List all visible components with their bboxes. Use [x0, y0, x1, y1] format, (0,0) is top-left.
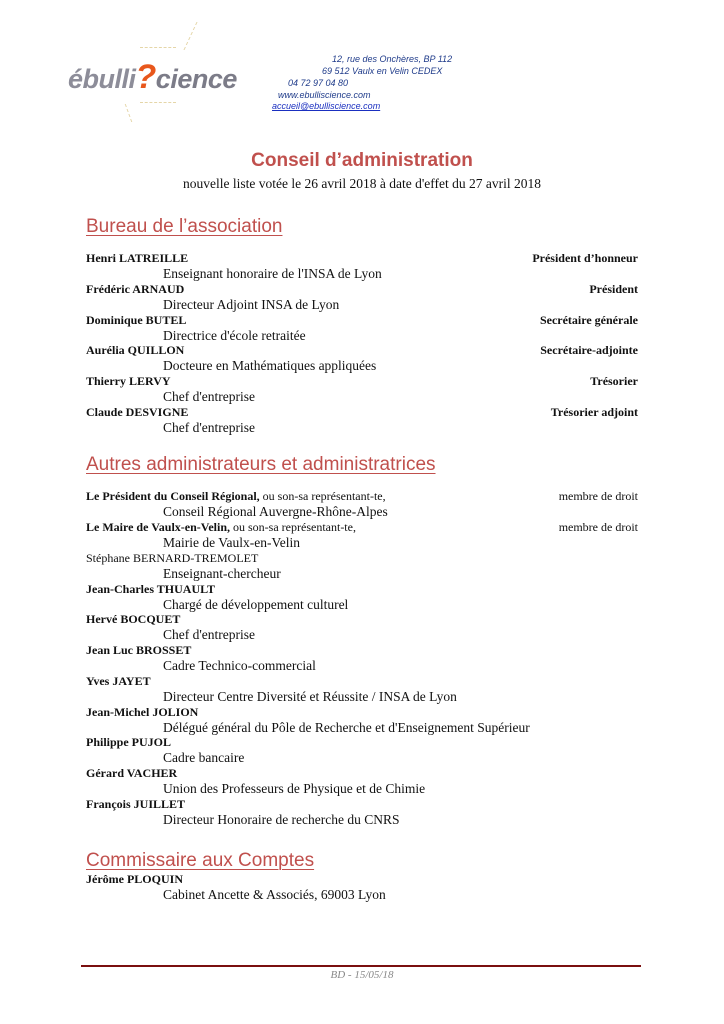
member-name: Philippe PUJOL — [86, 735, 172, 749]
member-entry — [86, 551, 638, 582]
member-description: Docteure en Mathématiques appliquées — [163, 358, 377, 373]
member-name: Thierry LERVY — [86, 374, 171, 388]
member-entry — [86, 520, 638, 551]
member-entry — [86, 374, 638, 405]
logo-hexagon-decoration — [125, 104, 147, 122]
member-name: Le Maire de Vaulx-en-Velin, ou son-sa représentant-te, — [86, 520, 356, 534]
member-description: Mairie de Vaulx-en-Velin — [163, 535, 300, 550]
member-entry — [86, 343, 638, 374]
footer-text: BD - 15/05/18 — [330, 969, 394, 981]
member-role: Trésorier — [590, 374, 638, 388]
footer-rule — [81, 965, 641, 967]
member-name: Henri LATREILLE — [86, 251, 189, 265]
address-line-1: 12, rue des Onchères, BP 112 — [332, 54, 453, 64]
member-role: Trésorier adjoint — [550, 405, 638, 419]
member-name: Stéphane BERNARD-TREMOLET — [86, 551, 259, 565]
page-title: Conseil d’administration — [251, 150, 473, 171]
member-description: Directeur Centre Diversité et Réussite / INSA de Lyon — [163, 689, 457, 704]
member-entry — [86, 735, 638, 766]
member-role: membre de droit — [558, 489, 638, 503]
member-description: Cabinet Ancette & Associés, 69003 Lyon — [163, 887, 386, 902]
website: www.ebulliscience.com — [278, 90, 371, 100]
address-line-2: 69 512 Vaulx en Velin CEDEX — [322, 66, 443, 76]
member-name: Dominique BUTEL — [86, 313, 187, 327]
member-description: Union des Professeurs de Physique et de Chimie — [163, 781, 426, 796]
member-entry — [86, 797, 638, 828]
member-description: Chef d'entreprise — [163, 627, 256, 642]
member-description: Cadre bancaire — [163, 750, 245, 765]
logo-hexagon-decoration — [140, 47, 176, 48]
member-description: Directeur Adjoint INSA de Lyon — [163, 297, 340, 312]
member-description: Délégué général du Pôle de Recherche et d'Enseignement Supérieur — [163, 720, 530, 735]
member-entry — [86, 705, 638, 736]
member-name: Jean Luc BROSSET — [86, 643, 192, 657]
section-heading-autres: Autres administrateurs et administratrices — [86, 454, 436, 475]
member-entry — [86, 766, 638, 797]
member-description: Enseignant-chercheur — [163, 566, 281, 581]
section-heading-bureau: Bureau de l’association — [86, 216, 283, 237]
member-role: Président d’honneur — [532, 251, 638, 265]
logo-wordmark: ébulli?cience — [68, 58, 237, 96]
logo-hexagon-decoration — [140, 102, 176, 103]
member-entry — [86, 643, 638, 674]
member-name: Yves JAYET — [86, 674, 151, 688]
member-role: Président — [589, 282, 638, 296]
member-name: Frédéric ARNAUD — [86, 282, 185, 296]
logo-question-mark-icon: ? — [135, 58, 156, 96]
member-entry — [86, 582, 638, 613]
ebulliscience-logo — [68, 22, 268, 122]
member-name: Hervé BOCQUET — [86, 612, 181, 626]
member-name: Claude DESVIGNE — [86, 405, 189, 419]
member-entry — [86, 405, 638, 436]
member-entry — [86, 674, 638, 705]
member-description: Chef d'entreprise — [163, 389, 256, 404]
section-heading-commissaire: Commissaire aux Comptes — [86, 850, 315, 871]
member-entry — [86, 612, 638, 643]
member-entry — [86, 251, 638, 282]
member-description: Chef d'entreprise — [163, 420, 256, 435]
member-entry — [86, 872, 638, 903]
member-name: Jérôme PLOQUIN — [86, 872, 183, 886]
email-link[interactable]: accueil@ebulliscience.com — [272, 101, 381, 111]
member-entry — [86, 282, 638, 313]
phone-number: 04 72 97 04 80 — [288, 78, 349, 88]
member-role: Secrétaire-adjointe — [540, 343, 638, 357]
member-name: François JUILLET — [86, 797, 186, 811]
member-name: Jean-Charles THUAULT — [86, 582, 216, 596]
member-entry — [86, 489, 638, 520]
member-role: membre de droit — [558, 520, 638, 534]
member-description: Chargé de développement culturel — [163, 597, 349, 612]
member-entry — [86, 313, 638, 344]
logo-hexagon-decoration — [143, 22, 197, 50]
member-description: Directeur Honoraire de recherche du CNRS — [163, 812, 400, 827]
page-subtitle: nouvelle liste votée le 26 avril 2018 à date d'effet du 27 avril 2018 — [183, 176, 541, 191]
member-name: Aurélia QUILLON — [86, 343, 185, 357]
member-name: Gérard VACHER — [86, 766, 178, 780]
member-role: Secrétaire générale — [539, 313, 638, 327]
member-description: Cadre Technico-commercial — [163, 658, 316, 673]
member-name: Jean-Michel JOLION — [86, 705, 199, 719]
member-description: Enseignant honoraire de l'INSA de Lyon — [163, 266, 382, 281]
member-name: Le Président du Conseil Régional, ou son-sa représentant-te, — [86, 489, 386, 503]
member-description: Conseil Régional Auvergne-Rhône-Alpes — [163, 504, 388, 519]
member-description: Directrice d'école retraitée — [163, 328, 306, 343]
